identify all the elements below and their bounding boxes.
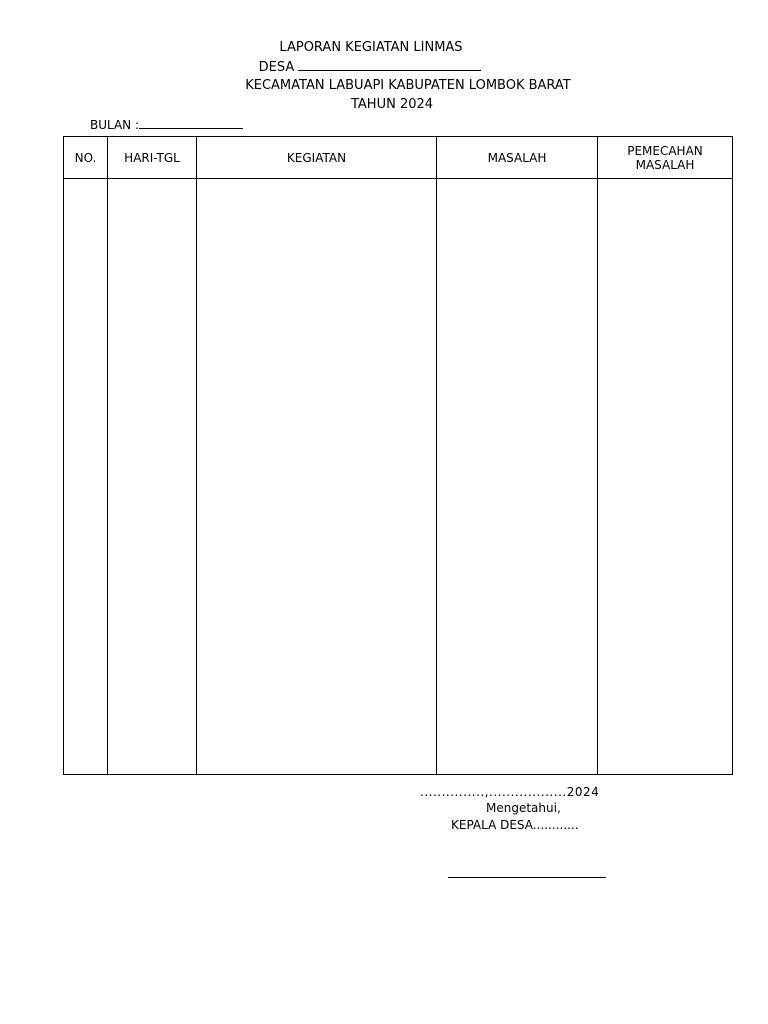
cell-no[interactable] — [64, 179, 108, 775]
cell-pemecahan-masalah[interactable] — [598, 179, 733, 775]
bulan-label: BULAN : — [90, 118, 140, 132]
kecamatan-line: KECAMATAN LABUAPI KABUPATEN LOMBOK BARAT — [245, 78, 571, 93]
table-header-row — [64, 137, 733, 179]
col-header-kegiatan: KEGIATAN — [197, 137, 437, 179]
signature-line — [448, 877, 606, 878]
cell-masalah[interactable] — [437, 179, 598, 775]
col-header-pemecahan-masalah: PEMECAHAN MASALAH — [598, 137, 733, 179]
report-table — [63, 136, 733, 775]
bulan-line — [90, 117, 243, 132]
cell-hari-tgl[interactable] — [108, 179, 197, 775]
cell-kegiatan[interactable] — [197, 179, 437, 775]
bulan-blank — [139, 117, 243, 129]
desa-label: DESA — [258, 60, 295, 75]
signature-date-line: ...............,..................2024 — [420, 785, 600, 799]
tahun-line: TAHUN 2024 — [350, 97, 434, 112]
col-header-no: NO. — [64, 137, 108, 179]
signature-mengetahui: Mengetahui, — [486, 801, 561, 815]
report-title: LAPORAN KEGIATAN LINMAS — [279, 40, 463, 55]
col-header-masalah: MASALAH — [437, 137, 598, 179]
desa-line — [0, 59, 754, 75]
desa-blank — [298, 59, 481, 71]
table-row — [64, 179, 733, 775]
signature-kepala-desa: KEPALA DESA............ — [451, 818, 579, 832]
col-header-hari-tgl: HARI-TGL — [108, 137, 197, 179]
